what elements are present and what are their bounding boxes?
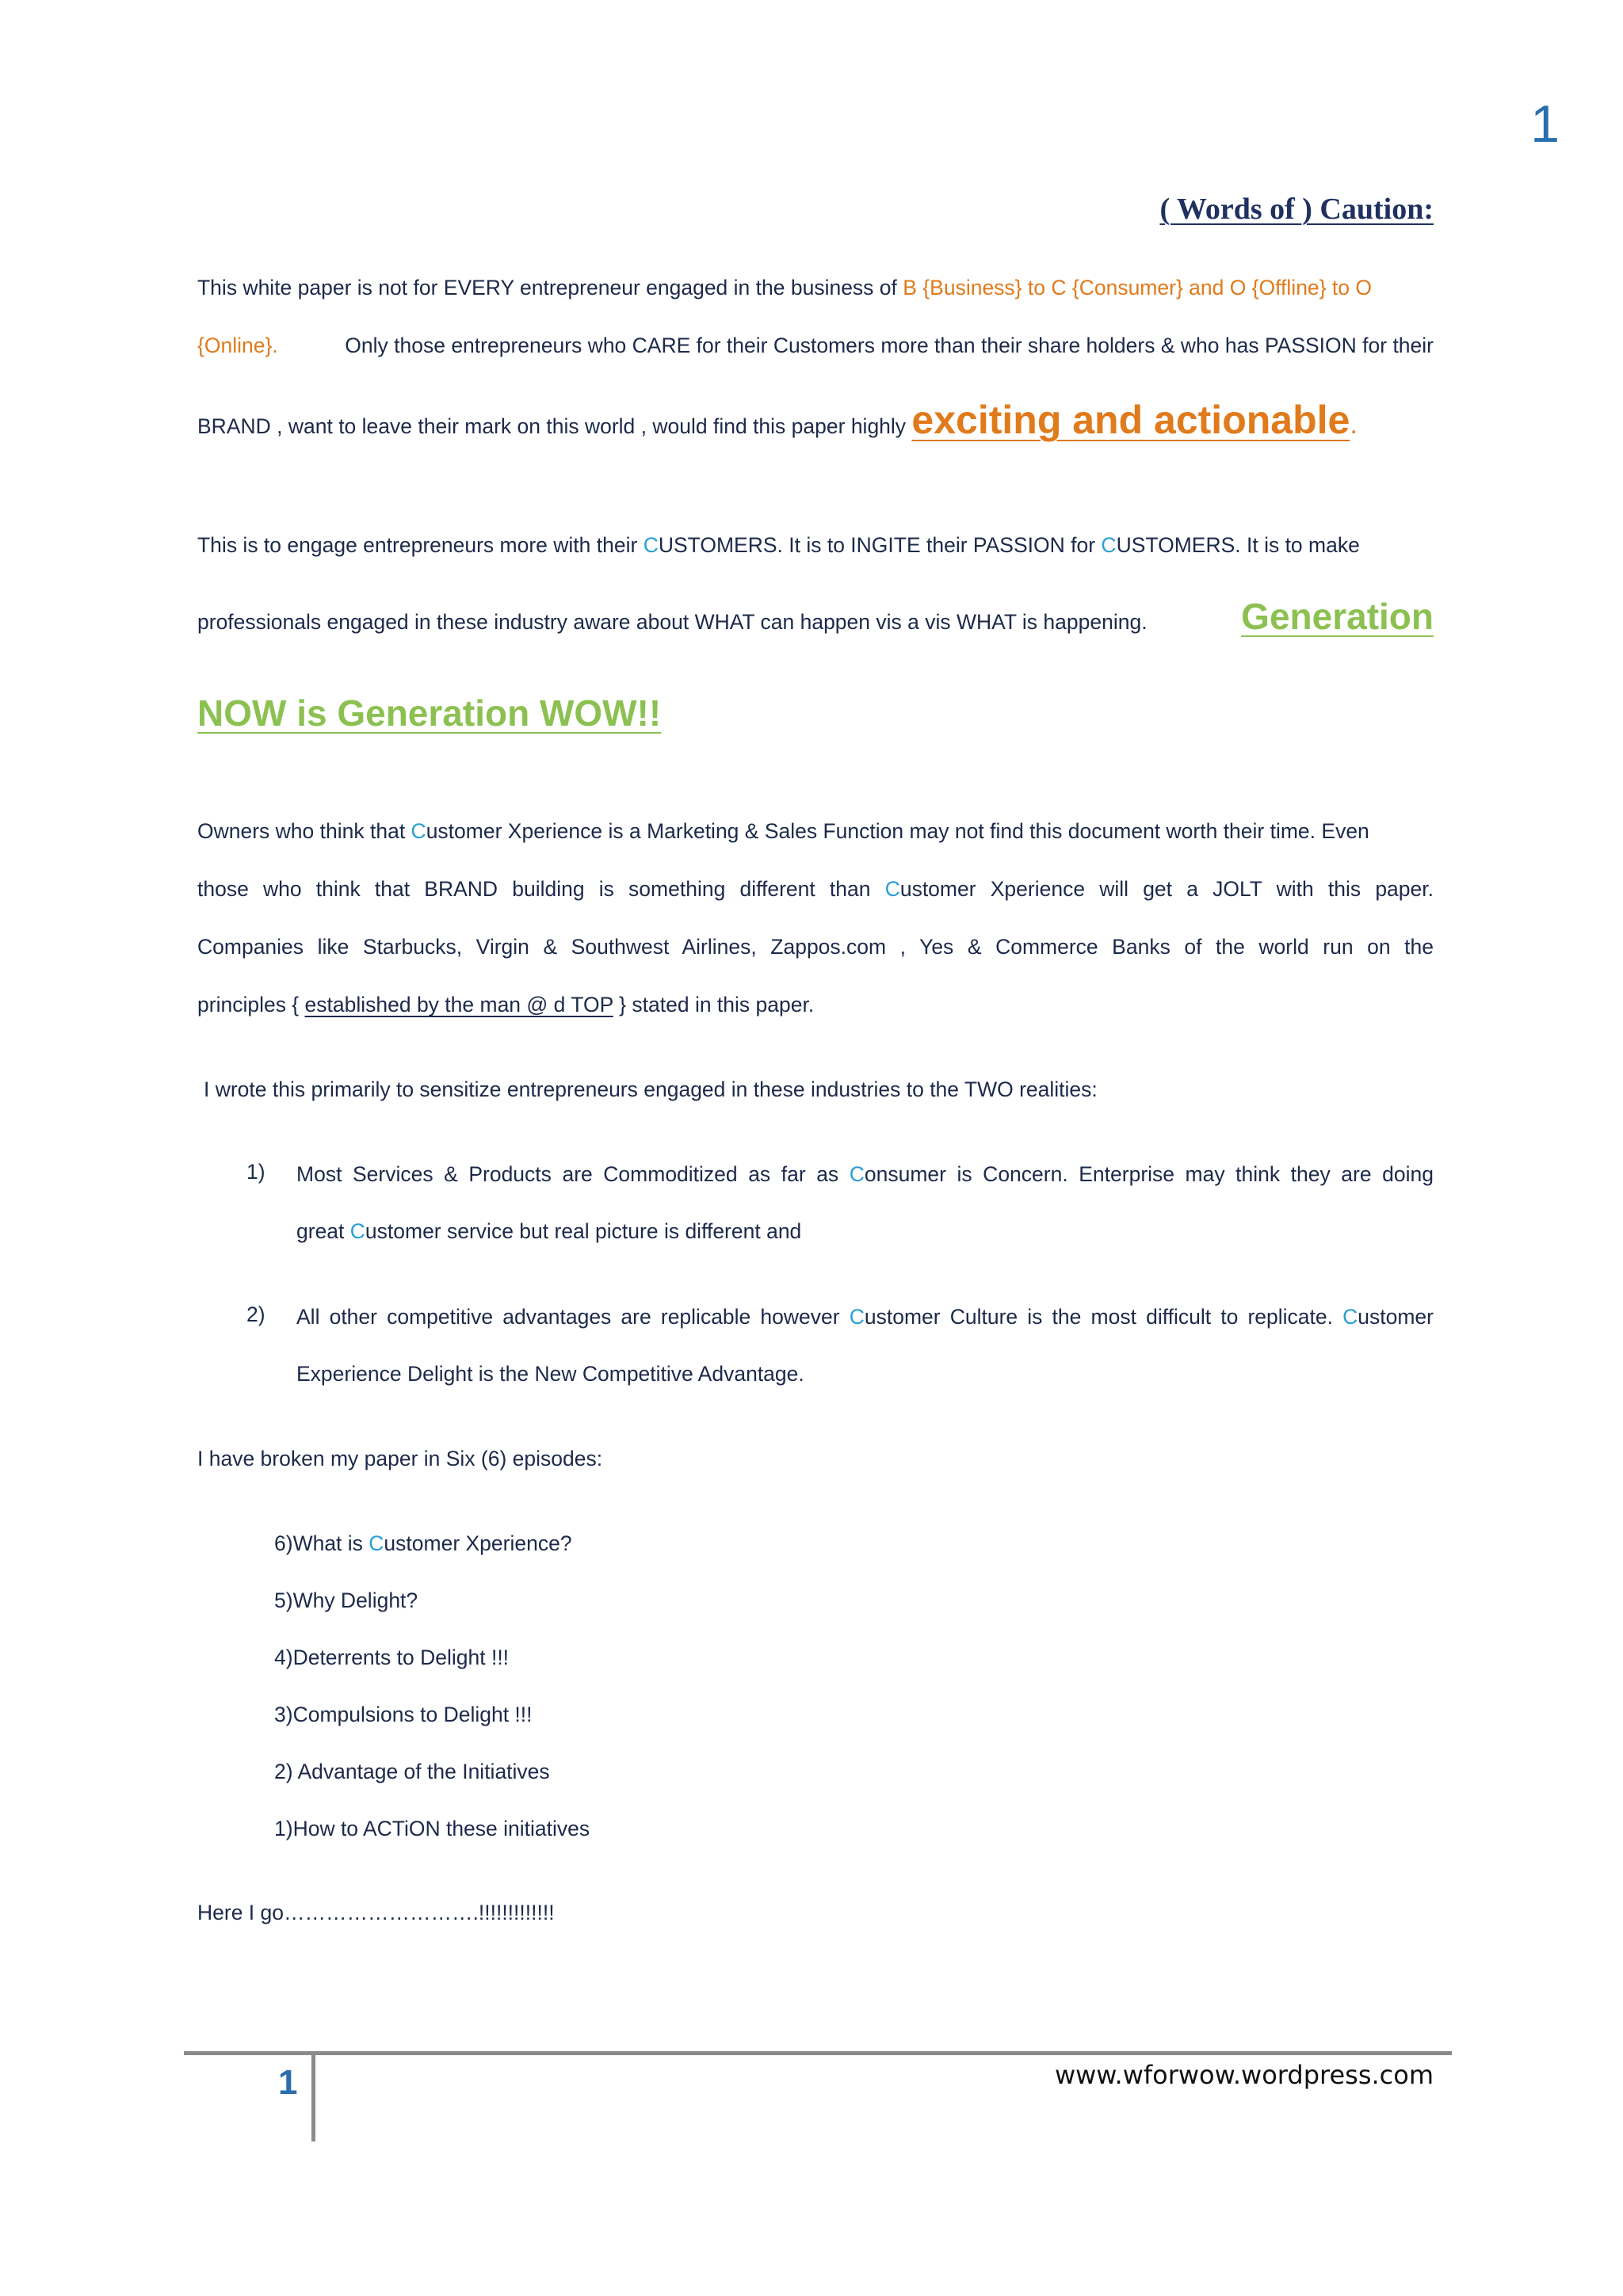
para2-line1: [197, 531, 1434, 559]
para3-text: Owners who think that: [197, 819, 411, 843]
episode-item: [274, 1529, 1510, 1558]
reality-2-highlight-c: C: [849, 1305, 865, 1329]
para3-text: } stated in this paper.: [613, 993, 815, 1016]
para3-highlight-c: C: [884, 877, 900, 901]
para1-text: BRAND , want to leave their mark on this world , would find this paper highly: [197, 414, 912, 438]
reality-1-text: Most Services & Products are Commoditized as far as: [296, 1162, 850, 1186]
para1-line3: [197, 398, 1434, 442]
para3-text: ustomer Xperience is a Marketing & Sales Function may not find this document worth their time. Even: [426, 819, 1369, 843]
para3-text: ustomer Xperience will get a JOLT with this paper.: [899, 877, 1434, 901]
para5-text: I have broken my paper in Six (6) episodes:: [197, 1447, 603, 1470]
para3-line1: [197, 817, 1434, 845]
episode-item: [274, 1757, 1510, 1786]
episode-text: 1)How to ACTiON these initiatives: [274, 1817, 590, 1840]
para2-line3: [197, 692, 1434, 734]
reality-1-line1: [296, 1160, 1434, 1188]
para3-line3: [197, 933, 1434, 961]
para1-highlight-online: {Online}.: [197, 334, 278, 357]
reality-2-text: ustomer: [1358, 1305, 1434, 1329]
closing-line: [197, 1898, 1434, 1927]
para3-text: those who think that BRAND building is something different than: [197, 877, 885, 901]
para3-line2: [197, 875, 1434, 903]
episode-highlight-c: C: [369, 1531, 384, 1555]
reality-2-text: All other competitive advantages are replicable however: [296, 1305, 850, 1329]
para3-text: Companies like Starbucks, Virgin & Southwest Airlines, Zappos.com , Yes & Commerce Banks of the world run on the: [197, 935, 1434, 959]
reality-2-line1: [296, 1302, 1434, 1331]
para1-period: .: [1350, 410, 1358, 440]
para3-text: principles {: [197, 993, 305, 1016]
para5-line: [197, 1444, 1434, 1473]
episode-text: 6)What is: [274, 1531, 369, 1555]
exciting-actionable-emphasis: exciting and actionable: [911, 398, 1350, 442]
page-title: ( Words of ) Caution:: [1159, 193, 1434, 226]
footer-url[interactable]: www.wforwow.wordpress.com: [1054, 2060, 1434, 2090]
footer-page-number: 1: [278, 2063, 298, 2102]
episode-text: ustomer Xperience?: [384, 1531, 572, 1555]
para2-text: professionals engaged in these industry aware about WHAT can happen vis a vis WHAT is happening.: [197, 610, 1153, 634]
episode-item: [274, 1814, 1510, 1843]
para1-text: Only those entrepreneurs who CARE for their Customers more than their share holders & who has PASSION for their: [338, 334, 1434, 357]
reality-1-highlight-c: C: [349, 1219, 365, 1243]
episode-text: 3)Compulsions to Delight !!!: [274, 1703, 533, 1726]
reality-1-text: onsumer is Concern. Enterprise may think they are doing: [864, 1162, 1434, 1186]
reality-2-text: ustomer Culture is the most difficult to replicate.: [864, 1305, 1343, 1329]
para2-text: USTOMERS. It is to INGITE their PASSION for: [658, 533, 1102, 557]
para2-highlight-c: C: [643, 533, 659, 557]
episode-text: 4)Deterrents to Delight !!!: [274, 1646, 510, 1669]
reality-2-number: 2): [246, 1302, 265, 1326]
para2-line2: [197, 596, 1434, 637]
generation-emphasis: Generation: [1241, 596, 1434, 637]
page-number-top: 1: [1530, 94, 1560, 153]
reality-1-highlight-c: C: [849, 1162, 865, 1186]
para3-highlight-c: C: [411, 819, 426, 843]
reality-1-text: great: [296, 1219, 350, 1243]
episode-item: [274, 1700, 1510, 1729]
footer-rule: [184, 2051, 1452, 2055]
reality-2-highlight-c: C: [1342, 1305, 1358, 1329]
para4-line: [204, 1075, 1440, 1104]
para1-line1: [197, 273, 1434, 302]
para1-line2: [197, 331, 1434, 360]
para2-highlight-c: C: [1101, 533, 1117, 557]
para3-line4: [197, 990, 1434, 1019]
episode-item: [274, 1643, 1510, 1672]
episode-text: 2) Advantage of the Initiatives: [274, 1760, 550, 1783]
generation-wow-emphasis: NOW is Generation WOW!!: [197, 692, 662, 734]
established-link: established by the man @ d TOP: [304, 993, 613, 1016]
reality-2-text: Experience Delight is the New Competitive Advantage.: [296, 1362, 804, 1386]
reality-2-line2: [296, 1360, 1434, 1388]
para2-text: This is to engage entrepreneurs more with their: [197, 533, 643, 557]
para4-text: I wrote this primarily to sensitize entrepreneurs engaged in these industries to the TWO realities:: [204, 1077, 1098, 1101]
episode-text: 5)Why Delight?: [274, 1589, 418, 1612]
para1-highlight: B {Business} to C {Consumer} and O {Offline} to O: [903, 276, 1372, 299]
reality-1-line2: [296, 1217, 1434, 1245]
reality-1-text: ustomer service but real picture is different and: [365, 1219, 802, 1243]
para1-text: This white paper is not for EVERY entrepreneur engaged in the business of: [197, 276, 903, 299]
episode-item: [274, 1586, 1510, 1615]
footer-divider: [311, 2051, 315, 2142]
reality-1-number: 1): [246, 1160, 265, 1184]
para2-text: USTOMERS. It is to make: [1116, 533, 1360, 557]
closing-text: Here I go……………………….!!!!!!!!!!!!!: [197, 1901, 555, 1924]
